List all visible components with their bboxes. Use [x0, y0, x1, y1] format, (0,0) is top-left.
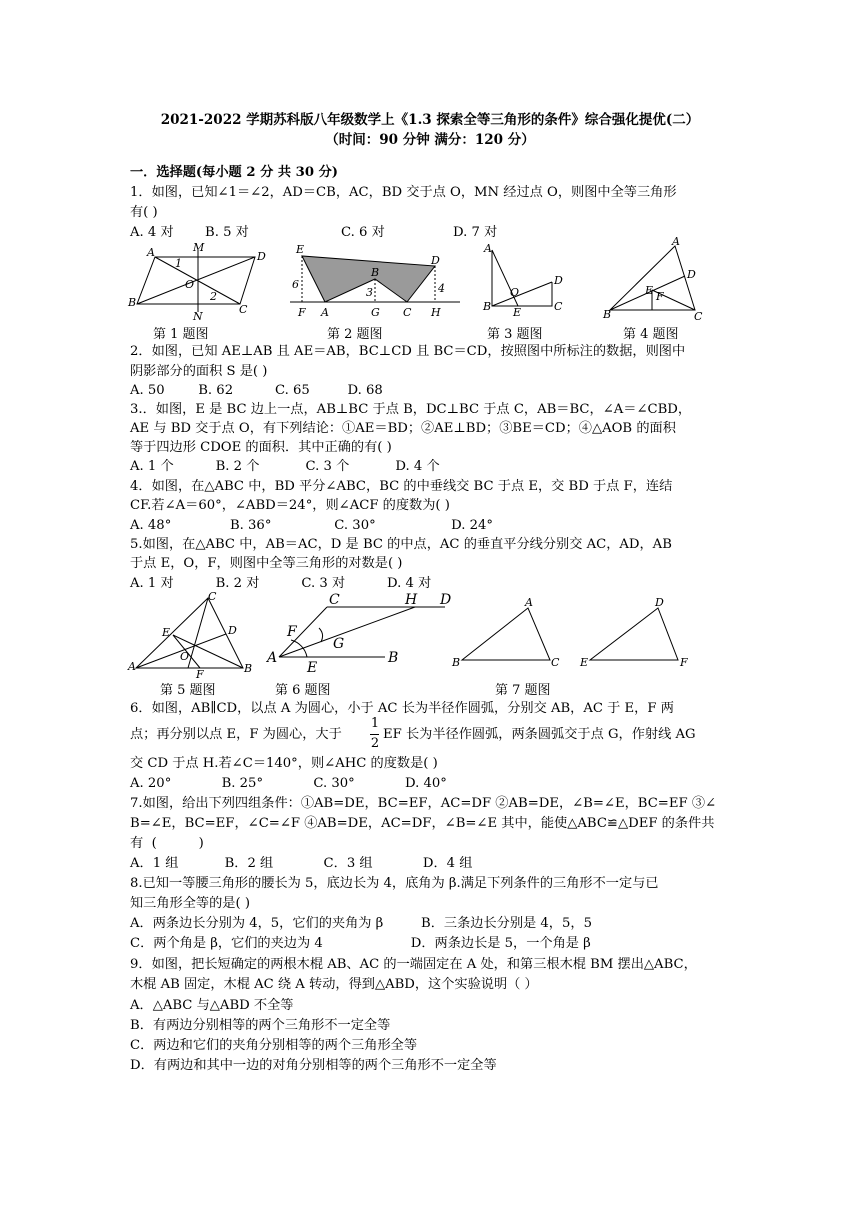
q3-line3: 等于四边形 CDOE 的面积．其中正确的有( ): [130, 440, 392, 455]
q6-line1: 6．如图，AB∥CD，以点 A 为圆心，小于 AC 长为半径作圆弧，分别交 AB，AC 于 E，F 两: [130, 701, 674, 716]
f6-label-h: H: [405, 592, 418, 608]
q9-option-a: A．△ABC 与△ABD 不全等: [130, 998, 294, 1013]
q4-line1: 4．如图，在△ABC 中，BD 平分∠ABC，BC 的中垂线交 BC 于点 E，交 BD 于点 F，连结: [130, 479, 673, 494]
f1-label-2: 2: [210, 290, 217, 303]
f2-label-3: 3: [366, 286, 373, 299]
q2-line2: 阴影部分的面积 S 是( ): [130, 364, 268, 379]
f1-label-o: O: [185, 278, 195, 291]
figure-3: [480, 244, 565, 320]
q7-line1: 7.如图，给出下列四组条件：①AB=DE，BC=EF，AC=DF ②AB=DE，∠B=∠E，BC=EF ③∠: [130, 796, 717, 811]
q7-line3: 有 ( ): [130, 836, 204, 851]
f4-label-b: B: [603, 308, 612, 321]
f1-label-d: D: [257, 250, 266, 263]
q1-option-d: D. 7 对: [453, 225, 498, 240]
q5-options: A. 1 对 B. 2 对 C. 3 对 D. 4 对: [130, 576, 432, 591]
q6-options: A. 20° B. 25° C. 30° D. 40°: [130, 776, 447, 791]
caption-fig6: 第 6 题图: [275, 683, 331, 698]
f6-label-f: F: [287, 624, 297, 640]
f6-label-c: C: [329, 592, 340, 608]
figure-6: [265, 592, 460, 677]
q3-line2: AE 与 BD 交于点 O，有下列结论：①AE＝BD；②AE⊥BD；③BE＝CD；④△AOB 的面积: [130, 421, 676, 436]
f4-label-c: C: [694, 310, 703, 323]
q8-line3: A．两条边长分别为 4，5，它们的夹角为 β B．三条边长分别是 4，5，5: [130, 916, 592, 931]
caption-fig4: 第 4 题图: [623, 327, 679, 342]
q9-option-d: D．有两边和其中一边的对角分别相等的两个三角形不一定全等: [130, 1058, 497, 1073]
q2-line1: 2．如图，已知 AE⊥AB 且 AE＝AB，BC⊥CD 且 BC＝CD，按照图中所标注的数据，则图中: [130, 344, 686, 359]
f2-label-e: E: [296, 243, 305, 256]
f5-label-c: C: [208, 590, 217, 603]
f2-label-c: C: [403, 306, 412, 319]
f6-label-g: G: [333, 636, 345, 652]
f5-label-e: E: [162, 626, 171, 639]
q6-line2a: 点；再分别以点 E，F 为圆心，大于: [130, 727, 342, 742]
q6-fraction-den: 2: [370, 736, 380, 751]
q7-line2: B=∠E，BC=EF，∠C=∠F ④AB=DE，AC=DF，∠B=∠E 其中，能使△ABC≌△DEF 的条件共: [130, 816, 715, 831]
f1-label-m: M: [193, 241, 205, 254]
f6-label-e: E: [307, 660, 318, 676]
f1-label-c: C: [239, 303, 248, 316]
f2-label-a: A: [321, 306, 329, 319]
f5-label-a: A: [128, 660, 136, 673]
caption-fig7: 第 7 题图: [495, 683, 551, 698]
f7-label-a: A: [525, 596, 533, 609]
f3-label-c: C: [554, 300, 563, 313]
q8-line1: 8.已知一等腰三角形的腰长为 5，底边长为 4，底角为 β.满足下列条件的三角形不一定与已: [130, 876, 659, 891]
q1-option-a: A. 4 对: [130, 225, 174, 240]
f2-label-f: F: [298, 306, 306, 319]
q2-options: A. 50 B. 62 C. 65 D. 68: [130, 383, 383, 398]
f2-label-4: 4: [438, 282, 445, 295]
figure-1: [125, 242, 270, 322]
f5-label-d: D: [228, 624, 237, 637]
f7-label-e: E: [580, 656, 589, 669]
f5-label-f: F: [196, 668, 204, 681]
caption-fig3: 第 3 题图: [487, 327, 543, 342]
f2-label-b: B: [371, 266, 380, 279]
f7-label-b: B: [452, 656, 461, 669]
f1-label-b: B: [128, 296, 137, 309]
q3-options: A. 1 个 B. 2 个 C. 3 个 D. 4 个: [130, 459, 440, 474]
f3-label-d: D: [554, 274, 563, 287]
caption-fig2: 第 2 题图: [327, 327, 383, 342]
f7-label-c: C: [551, 656, 560, 669]
f4-label-e: E: [645, 284, 654, 297]
f2-label-6: 6: [292, 278, 299, 291]
q1-line1: 1．如图，已知∠1＝∠2，AD＝CB，AC，BD 交于点 O，MN 经过点 O，则图中全等三角形: [130, 185, 677, 200]
f1-label-a: A: [147, 246, 155, 259]
page-title: 2021-2022 学期苏科版八年级数学上《1.3 探索全等三角形的条件》综合强化提优(二）: [160, 112, 700, 128]
f4-label-a: A: [672, 235, 680, 248]
f4-label-f: F: [656, 290, 664, 303]
q4-line2: CF.若∠A＝60°，∠ABD＝24°，则∠ACF 的度数为( ): [130, 498, 450, 513]
f6-label-b: B: [388, 650, 399, 666]
caption-fig5: 第 5 题图: [160, 683, 216, 698]
page-subtitle: （时间：90 分钟 满分：120 分）: [325, 132, 535, 148]
q5-line2: 于点 E，O，F，则图中全等三角形的对数是( ): [130, 556, 403, 571]
f5-label-b: B: [244, 662, 253, 675]
f6-label-a: A: [267, 650, 278, 666]
f3-label-a: A: [484, 242, 492, 255]
q3-line1: 3.．如图，E 是 BC 边上一点，AB⊥BC 于点 B，DC⊥BC 于点 C，AB＝BC，∠A＝∠CBD，: [130, 402, 692, 417]
f4-label-d: D: [687, 268, 696, 281]
q5-line1: 5.如图，在△ABC 中，AB＝AC，D 是 BC 的中点，AC 的垂直平分线分别交 AC，AD，AB: [130, 537, 672, 552]
f6-label-d: D: [440, 592, 452, 608]
figure-5: [128, 590, 253, 680]
q9-line1: 9．如图，把长短确定的两根木棍 AB、AC 的一端固定在 A 处，和第三根木棍 BM 摆出△ABC，: [130, 957, 697, 972]
q6-line3: 交 CD 于点 H.若∠C＝140°，则∠AHC 的度数是( ): [130, 756, 438, 771]
f2-label-d: D: [431, 254, 440, 267]
f3-label-e: E: [513, 306, 522, 319]
f7-label-f: F: [680, 656, 688, 669]
q1-option-c: C. 6 对: [341, 225, 385, 240]
q4-options: A. 48° B. 36° C. 30° D. 24°: [130, 518, 493, 533]
q8-line2: 知三角形全等的是( ): [130, 896, 250, 911]
q9-option-b: B．有两边分别相等的两个三角形不一定全等: [130, 1018, 391, 1033]
q9-option-c: C．两边和它们的夹角分别相等的两个三角形全等: [130, 1038, 418, 1053]
q8-line4: C．两个角是 β，它们的夹边为 4 D．两条边长是 5，一个角是 β: [130, 936, 591, 951]
q6-fraction-bar: [370, 734, 379, 735]
q1-line2: 有( ): [130, 205, 158, 220]
figure-4: [600, 235, 710, 323]
figure-7: [450, 598, 695, 673]
f2-label-g: G: [371, 306, 380, 319]
f2-label-h: H: [431, 306, 441, 319]
caption-fig1: 第 1 题图: [153, 327, 209, 342]
q7-options: A．1 组 B．2 组 C．3 组 D．4 组: [130, 856, 473, 871]
f1-label-1: 1: [175, 257, 182, 270]
q6-fraction-num: 1: [370, 716, 380, 731]
q6-line2b: EF 长为半径作圆弧，两条圆弧交于点 G，作射线 AG: [383, 727, 696, 742]
section-heading: 一．选择题(每小题 2 分 共 30 分): [130, 165, 339, 180]
f5-label-o: O: [180, 650, 190, 663]
f7-label-d: D: [655, 596, 664, 609]
f3-label-b: B: [483, 300, 492, 313]
f3-label-o: O: [510, 286, 520, 299]
f1-label-n: N: [193, 310, 203, 323]
q1-option-b: B. 5 对: [205, 225, 249, 240]
figure-2: [290, 244, 460, 322]
q9-line2: 木棍 AB 固定，木棍 AC 绕 A 转动，得到△ABD，这个实验说明（ ）: [130, 977, 538, 992]
